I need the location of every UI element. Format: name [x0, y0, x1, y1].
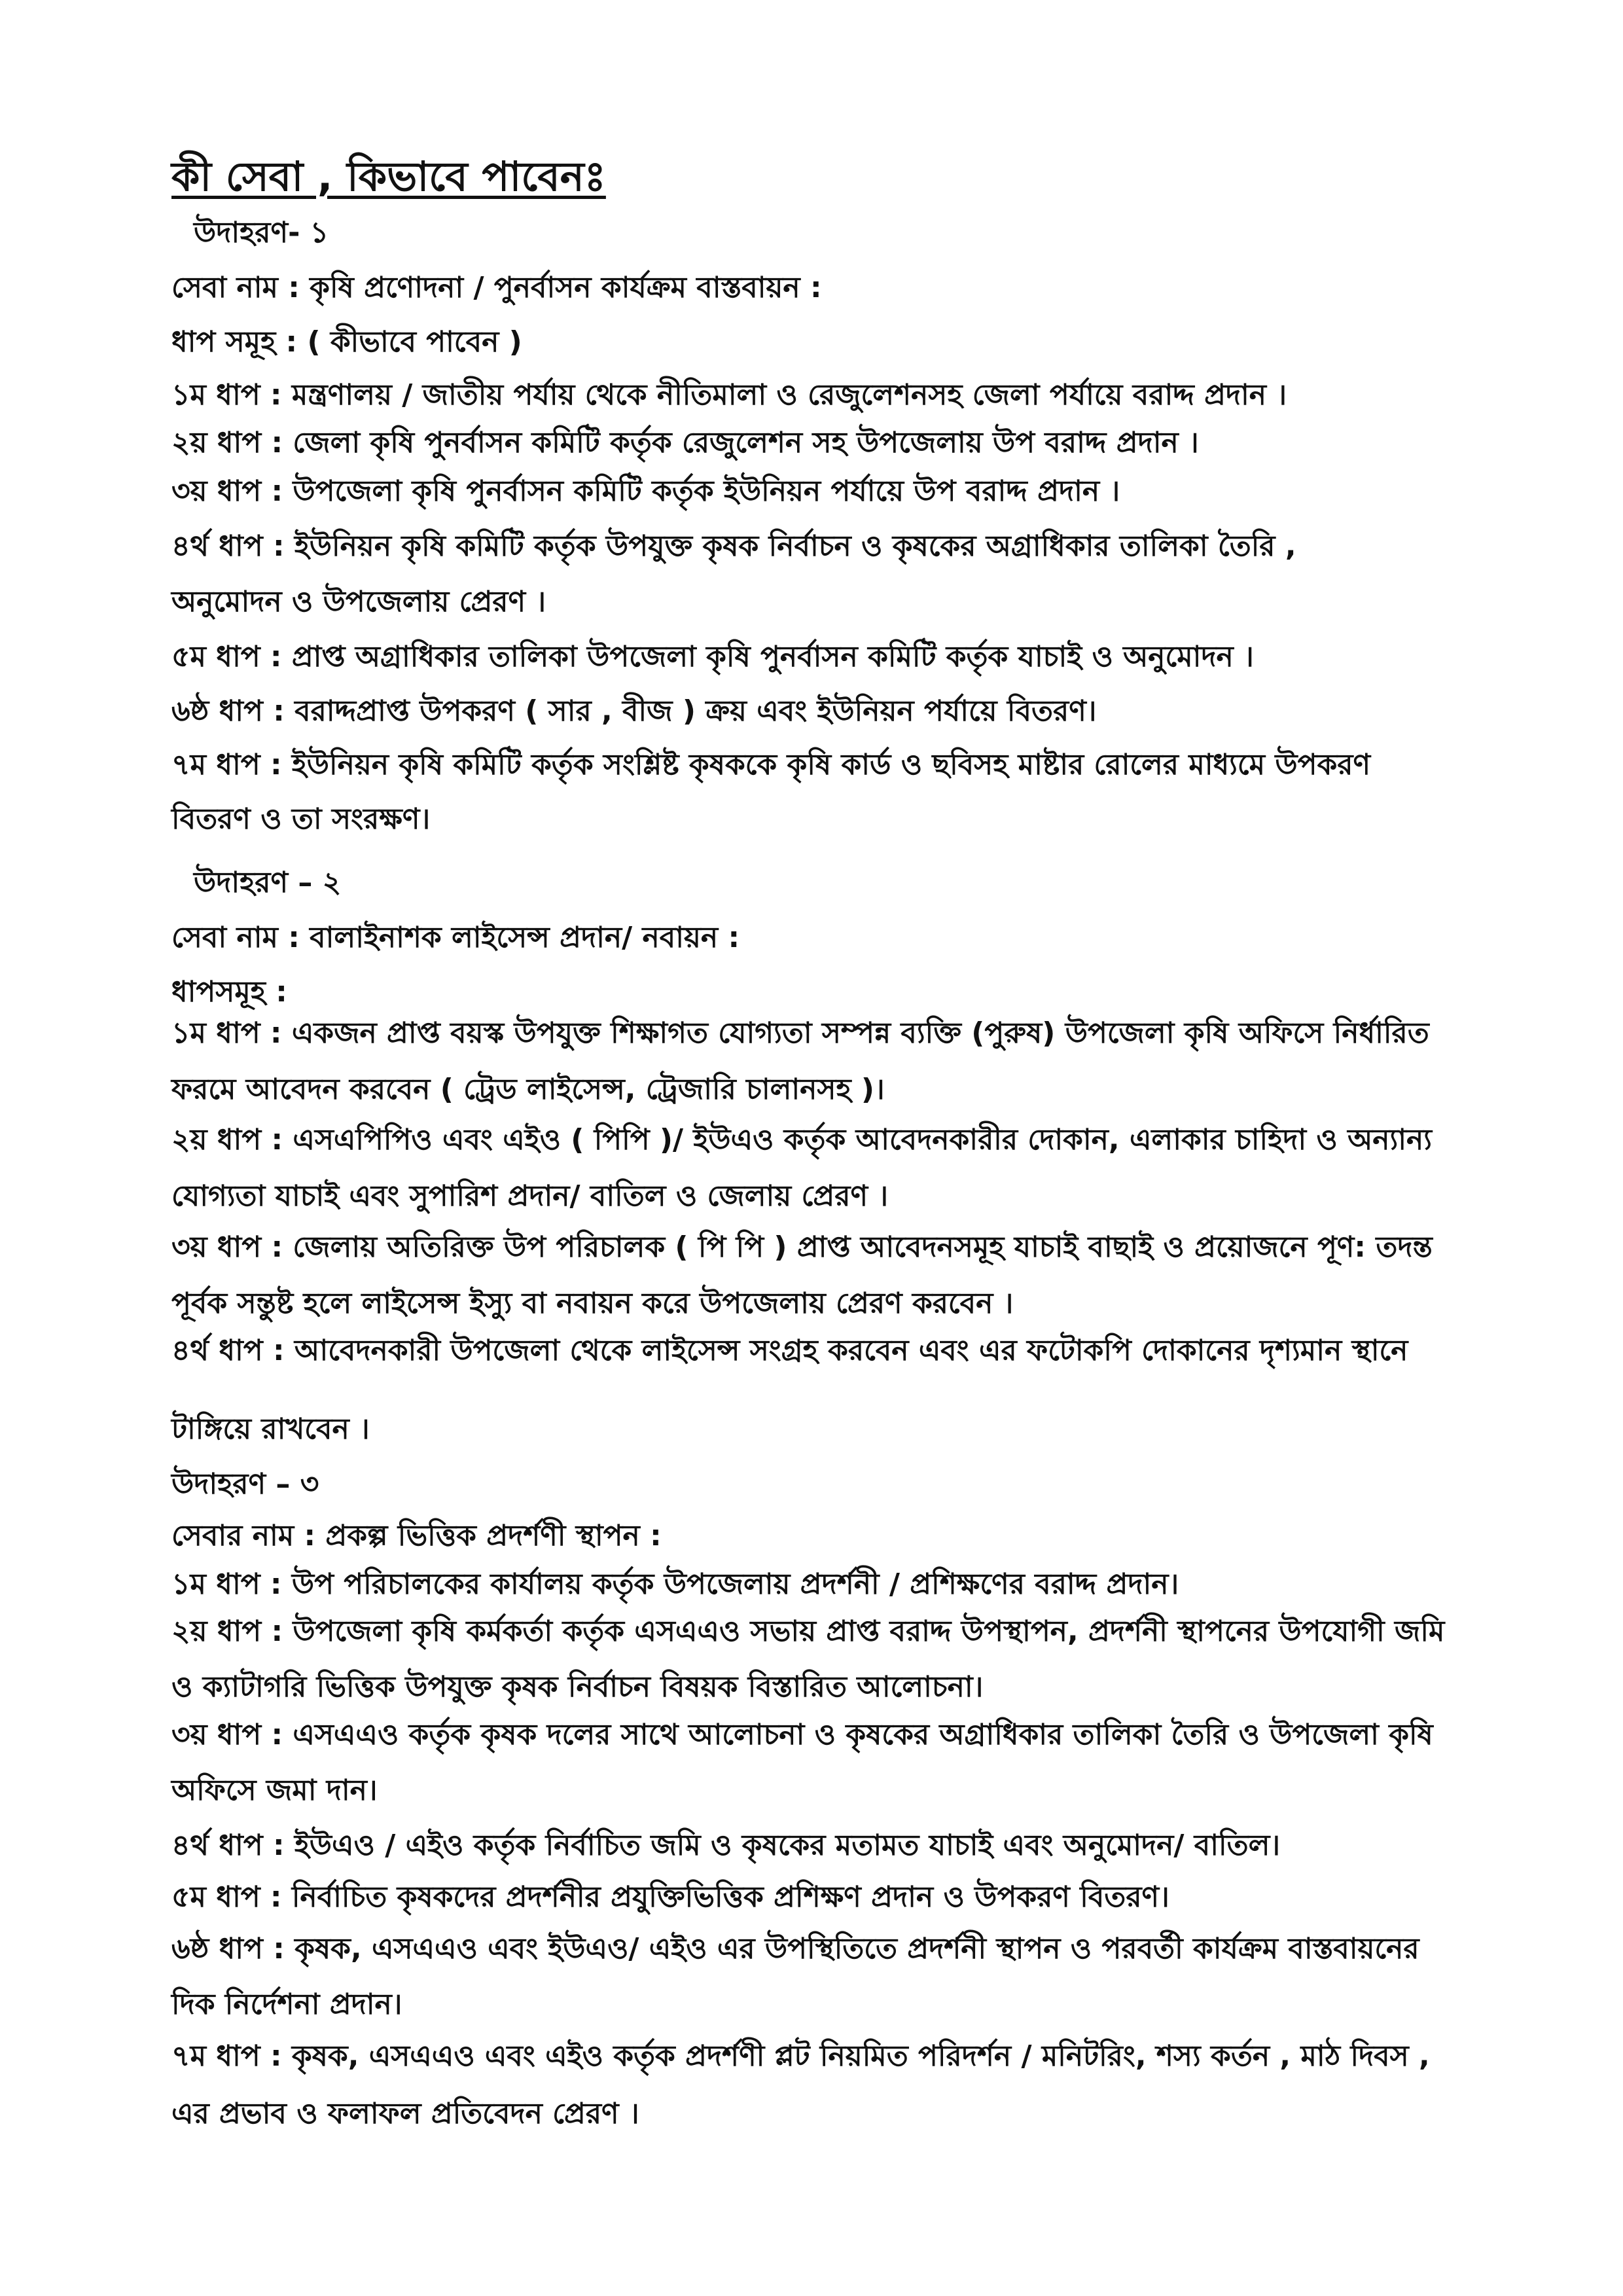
example-2-step-line: ৩য় ধাপ : জেলায় অতিরিক্ত উপ পরিচালক ( পি পি ) প্রাপ্ত আবেদনসমূহ যাচাই বাছাই ও প্রয়োজনে পূণ: তদন্ত	[171, 1230, 1433, 1264]
example-1-step-line: ৪র্থ ধাপ : ইউনিয়ন কৃষি কমিটি কর্তৃক উপযুক্ত কৃষক নির্বাচন ও কৃষকের অগ্রাধিকার তালিকা তৈরি ,	[171, 529, 1296, 563]
example-3-step-line: অফিসে জমা দান।	[171, 1774, 378, 1807]
example-1-heading: উদাহরণ- ১	[194, 216, 329, 249]
example-1-step-line: ৩য় ধাপ : উপজেলা কৃষি পুনর্বাসন কমিটি কর্তৃক ইউনিয়ন পর্যায়ে উপ বরাদ্দ প্রদান ।	[171, 475, 1120, 508]
example-1-service-name: সেবা নাম : কৃষি প্রণোদনা / পুনর্বাসন কার্যক্রম বাস্তবায়ন :	[171, 271, 822, 304]
example-3-step-line: ৬ষ্ঠ ধাপ : কৃষক, এসএএও এবং ইউএও/ এইও এর উপস্থিতিতে প্রদর্শনী স্থাপন ও পরবর্তী কার্যক্রম বাস্তবায়নের	[171, 1932, 1419, 1965]
example-3-step-line: এর প্রভাব ও ফলাফল প্রতিবেদন প্রেরণ ।	[171, 2097, 639, 2130]
example-2-heading: উদাহরণ – ২	[194, 866, 342, 899]
example-1-step-line: ৭ম ধাপ : ইউনিয়ন কৃষি কমিটি কর্তৃক সংশ্লিষ্ট কৃষককে কৃষি কার্ড ও ছবিসহ মাষ্টার রোলের মাধ্যমে উপকরণ	[171, 748, 1371, 781]
example-2-step-line: ৪র্থ ধাপ : আবেদনকারী উপজেলা থেকে লাইসেন্স সংগ্রহ করবেন এবং এর ফটোকপি দোকানের দৃশ্যমান স্থানে	[171, 1334, 1408, 1367]
example-1-step-line: অনুমোদন ও উপজেলায় প্রেরণ ।	[171, 585, 546, 619]
example-2-steps-label: ধাপসমূহ :	[171, 975, 287, 1009]
example-3-step-line: ৫ম ধাপ : নির্বাচিত কৃষকদের প্রদর্শনীর প্রযুক্তিভিত্তিক প্রশিক্ষণ প্রদান ও উপকরণ বিতরণ।	[171, 1880, 1169, 1914]
example-3-service-name: সেবার নাম : প্রকল্প ভিত্তিক প্রদর্শণী স্থাপন :	[171, 1519, 662, 1552]
example-2-step-line: টাঙ্গিয়ে রাখবেন ।	[171, 1412, 370, 1446]
example-1-step-line: ২য় ধাপ : জেলা কৃষি পুনর্বাসন কমিটি কর্তৃক রেজুলেশন সহ উপজেলায় উপ বরাদ্দ প্রদান ।	[171, 426, 1199, 459]
example-3-step-line: ৩য় ধাপ : এসএএও কর্তৃক কৃষক দলের সাথে আলোচনা ও কৃষকের অগ্রাধিকার তালিকা তৈরি ও উপজেলা কৃষি	[171, 1718, 1433, 1751]
example-3-step-line: ও ক্যাটাগরি ভিত্তিক উপযুক্ত কৃষক নির্বাচন বিষয়ক বিস্তারিত আলোচনা।	[171, 1670, 984, 1704]
example-3-step-line: দিক নির্দেশনা প্রদান।	[171, 1988, 402, 2021]
example-3-step-line: ১ম ধাপ : উপ পরিচালকের কার্যালয় কর্তৃক উপজেলায় প্রদর্শনী / প্রশিক্ষণের বরাদ্দ প্রদান।	[171, 1568, 1179, 1601]
example-2-service-name: সেবা নাম : বালাইনাশক লাইসেন্স প্রদান/ নবায়ন :	[171, 921, 740, 954]
example-1-step-line: ৫ম ধাপ : প্রাপ্ত অগ্রাধিকার তালিকা উপজেলা কৃষি পুনর্বাসন কমিটি কর্তৃক যাচাই ও অনুমোদন ।	[171, 640, 1254, 673]
page-title: কী সেবা , কিভাবে পাবেনঃ	[171, 152, 606, 200]
example-2-step-line: ফরমে আবেদন করবেন ( ট্রেড লাইসেন্স, ট্রেজারি চালানসহ )।	[171, 1073, 885, 1106]
example-1-step-line: বিতরণ ও তা সংরক্ষণ।	[171, 802, 431, 836]
example-2-step-line: ১ম ধাপ : একজন প্রাপ্ত বয়স্ক উপযুক্ত শিক্ষাগত যোগ্যতা সম্পন্ন ব্যক্তি (পুরুষ) উপজেলা কৃষি অফিসে নির্ধারিত	[171, 1016, 1429, 1050]
example-3-step-line: ৭ম ধাপ : কৃষক, এসএএও এবং এইও কর্তৃক প্রদর্শণী প্লট নিয়মিত পরিদর্শন / মনিটরিং, শস্য কর্তন , মাঠ দিবস ,	[171, 2039, 1430, 2073]
example-1-step-line: ১ম ধাপ : মন্ত্রণালয় / জাতীয় পর্যায় থেকে নীতিমালা ও রেজুলেশনসহ জেলা পর্যায়ে বরাদ্দ প্রদান ।	[171, 378, 1287, 412]
example-3-heading: উদাহরণ – ৩	[171, 1467, 319, 1501]
example-2-step-line: যোগ্যতা যাচাই এবং সুপারিশ প্রদান/ বাতিল ও জেলায় প্রেরণ ।	[171, 1179, 889, 1213]
example-3-step-line: ২য় ধাপ : উপজেলা কৃষি কর্মকর্তা কর্তৃক এসএএও সভায় প্রাপ্ত বরাদ্দ উপস্থাপন, প্রদর্শনী স্থাপনের উপযোগী জমি	[171, 1615, 1445, 1648]
example-2-step-line: ২য় ধাপ : এসএপিপিও এবং এইও ( পিপি )/ ইউএও কর্তৃক আবেদনকারীর দোকান, এলাকার চাহিদা ও অন্যান্য	[171, 1123, 1433, 1157]
example-1-steps-label: ধাপ সমূহ : ( কীভাবে পাবেন )	[171, 325, 522, 359]
example-1-step-line: ৬ষ্ঠ ধাপ : বরাদ্দপ্রাপ্ত উপকরণ ( সার , বীজ ) ক্রয় এবং ইউনিয়ন পর্যায়ে বিতরণ।	[171, 694, 1097, 728]
example-2-step-line: পূর্বক সন্তুষ্ট হলে লাইসেন্স ইস্যু বা নবায়ন করে উপজেলায় প্রেরণ করবেন ।	[171, 1287, 1014, 1320]
example-3-step-line: ৪র্থ ধাপ : ইউএও / এইও কর্তৃক নির্বাচিত জমি ও কৃষকের মতামত যাচাই এবং অনুমোদন/ বাতিল।	[171, 1829, 1281, 1862]
